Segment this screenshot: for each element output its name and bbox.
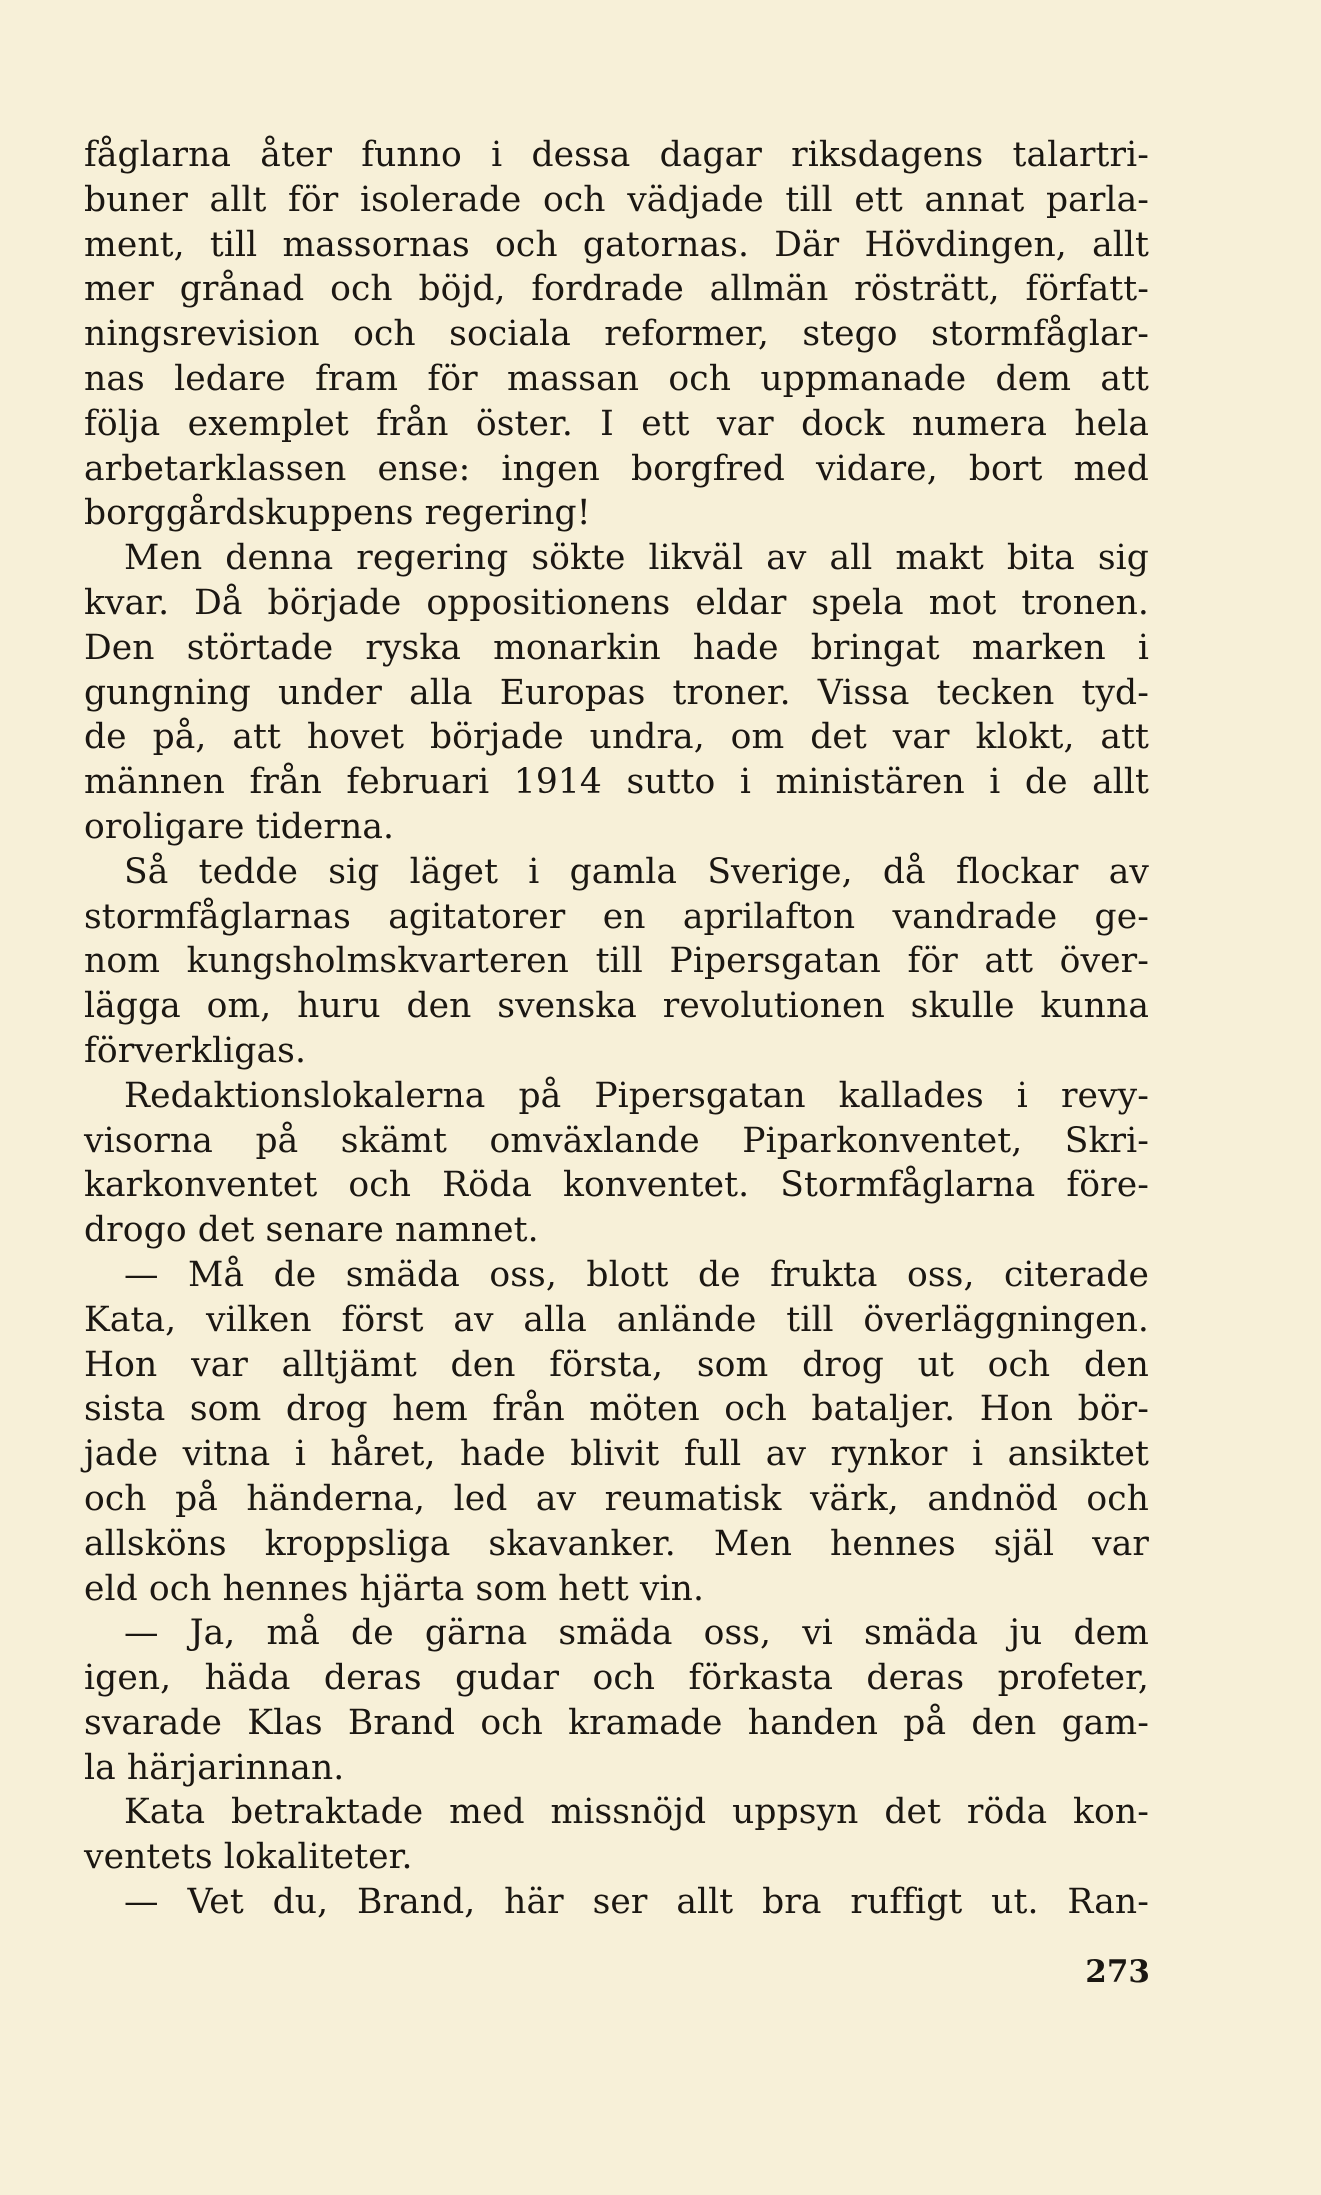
text-line: eld och hennes hjärta som hett vin. — [84, 1568, 705, 1609]
text-line: ment, till massornas och gatornas. Där Hövdingen, allt — [84, 224, 1149, 265]
text-line: Redaktionslokalerna på Pipersgatan kallades i revy- — [124, 1075, 1149, 1116]
text-line: nas ledare fram för massan och uppmanade dem att — [84, 358, 1149, 399]
text-line: jade vitna i håret, hade blivit full av rynkor i ansiktet — [84, 1434, 1149, 1475]
text-line: fåglarna åter funno i dessa dagar riksdagens talartri- — [84, 135, 1149, 175]
page-number: 273 — [1085, 1954, 1150, 1990]
text-line: stormfåglarnas agitatorer en aprilafton vandrade ge- — [84, 896, 1149, 937]
text-line: Men denna regering sökte likväl av all makt bita sig — [124, 538, 1149, 579]
text-line: svarade Klas Brand och kramade handen på den gam- — [84, 1702, 1149, 1743]
text-line: — Ja, må de gärna smäda oss, vi smäda ju dem — [124, 1613, 1149, 1654]
text-line: — Vet du, Brand, här ser allt bra ruffigt ut. Ran- — [124, 1882, 1149, 1923]
text-line: buner allt för isolerade och vädjade till ett annat parla- — [84, 179, 1149, 220]
text-line: allsköns kroppsliga skavanker. Men hennes själ var — [84, 1523, 1149, 1564]
text-line: kvar. Då började oppositionens eldar spela mot tronen. — [84, 582, 1149, 623]
text-line: sista som drog hem från möten och bataljer. Hon bör- — [84, 1389, 1149, 1430]
text-line: igen, häda deras gudar och förkasta deras profeter, — [84, 1658, 1149, 1699]
text-line: följa exemplet från öster. I ett var dock numera hela — [84, 403, 1149, 444]
text-line: och på händerna, led av reumatisk värk, andnöd och — [84, 1478, 1149, 1519]
body-text — [84, 133, 1149, 1925]
text-line: oroligare tiderna. — [84, 806, 395, 847]
text-line: — Må de smäda oss, blott de frukta oss, citerade — [124, 1254, 1149, 1295]
text-line: ventets lokaliteter. — [84, 1837, 413, 1878]
text-line: karkonventet och Röda konventet. Stormfåglarna före- — [84, 1165, 1149, 1206]
text-line: Den störtade ryska monarkin hade bringat marken i — [84, 627, 1149, 668]
text-line: Så tedde sig läget i gamla Sverige, då flockar av — [124, 851, 1149, 892]
text-line: Kata, vilken först av alla anlände till överläggningen. — [84, 1299, 1149, 1340]
text-line: Kata betraktade med missnöjd uppsyn det röda kon- — [124, 1792, 1149, 1833]
text-line: förverkligas. — [84, 1030, 307, 1071]
text-line: nom kungsholmskvarteren till Pipersgatan för att över- — [84, 941, 1149, 982]
text-line: Hon var alltjämt den första, som drog ut och den — [84, 1344, 1149, 1385]
text-line: ningsrevision och sociala reformer, stego stormfåglar- — [84, 314, 1149, 355]
text-line: lägga om, huru den svenska revolutionen skulle kunna — [84, 986, 1149, 1027]
text-line: arbetarklassen ense: ingen borgfred vidare, bort med — [84, 448, 1149, 489]
text-line: borggårdskuppens regering! — [84, 493, 591, 534]
text-line: visorna på skämt omväxlande Piparkonventet, Skri- — [84, 1120, 1149, 1161]
text-line: de på, att hovet började undra, om det var klokt, att — [84, 717, 1149, 758]
text-line: gungning under alla Europas troner. Vissa tecken tyd- — [84, 672, 1149, 713]
text-line: la härjarinnan. — [84, 1747, 345, 1788]
text-line: drogo det senare namnet. — [84, 1210, 539, 1251]
text-line: männen från februari 1914 sutto i ministären i de allt — [84, 762, 1149, 803]
text-line: mer grånad och böjd, fordrade allmän rösträtt, författ- — [84, 269, 1149, 310]
